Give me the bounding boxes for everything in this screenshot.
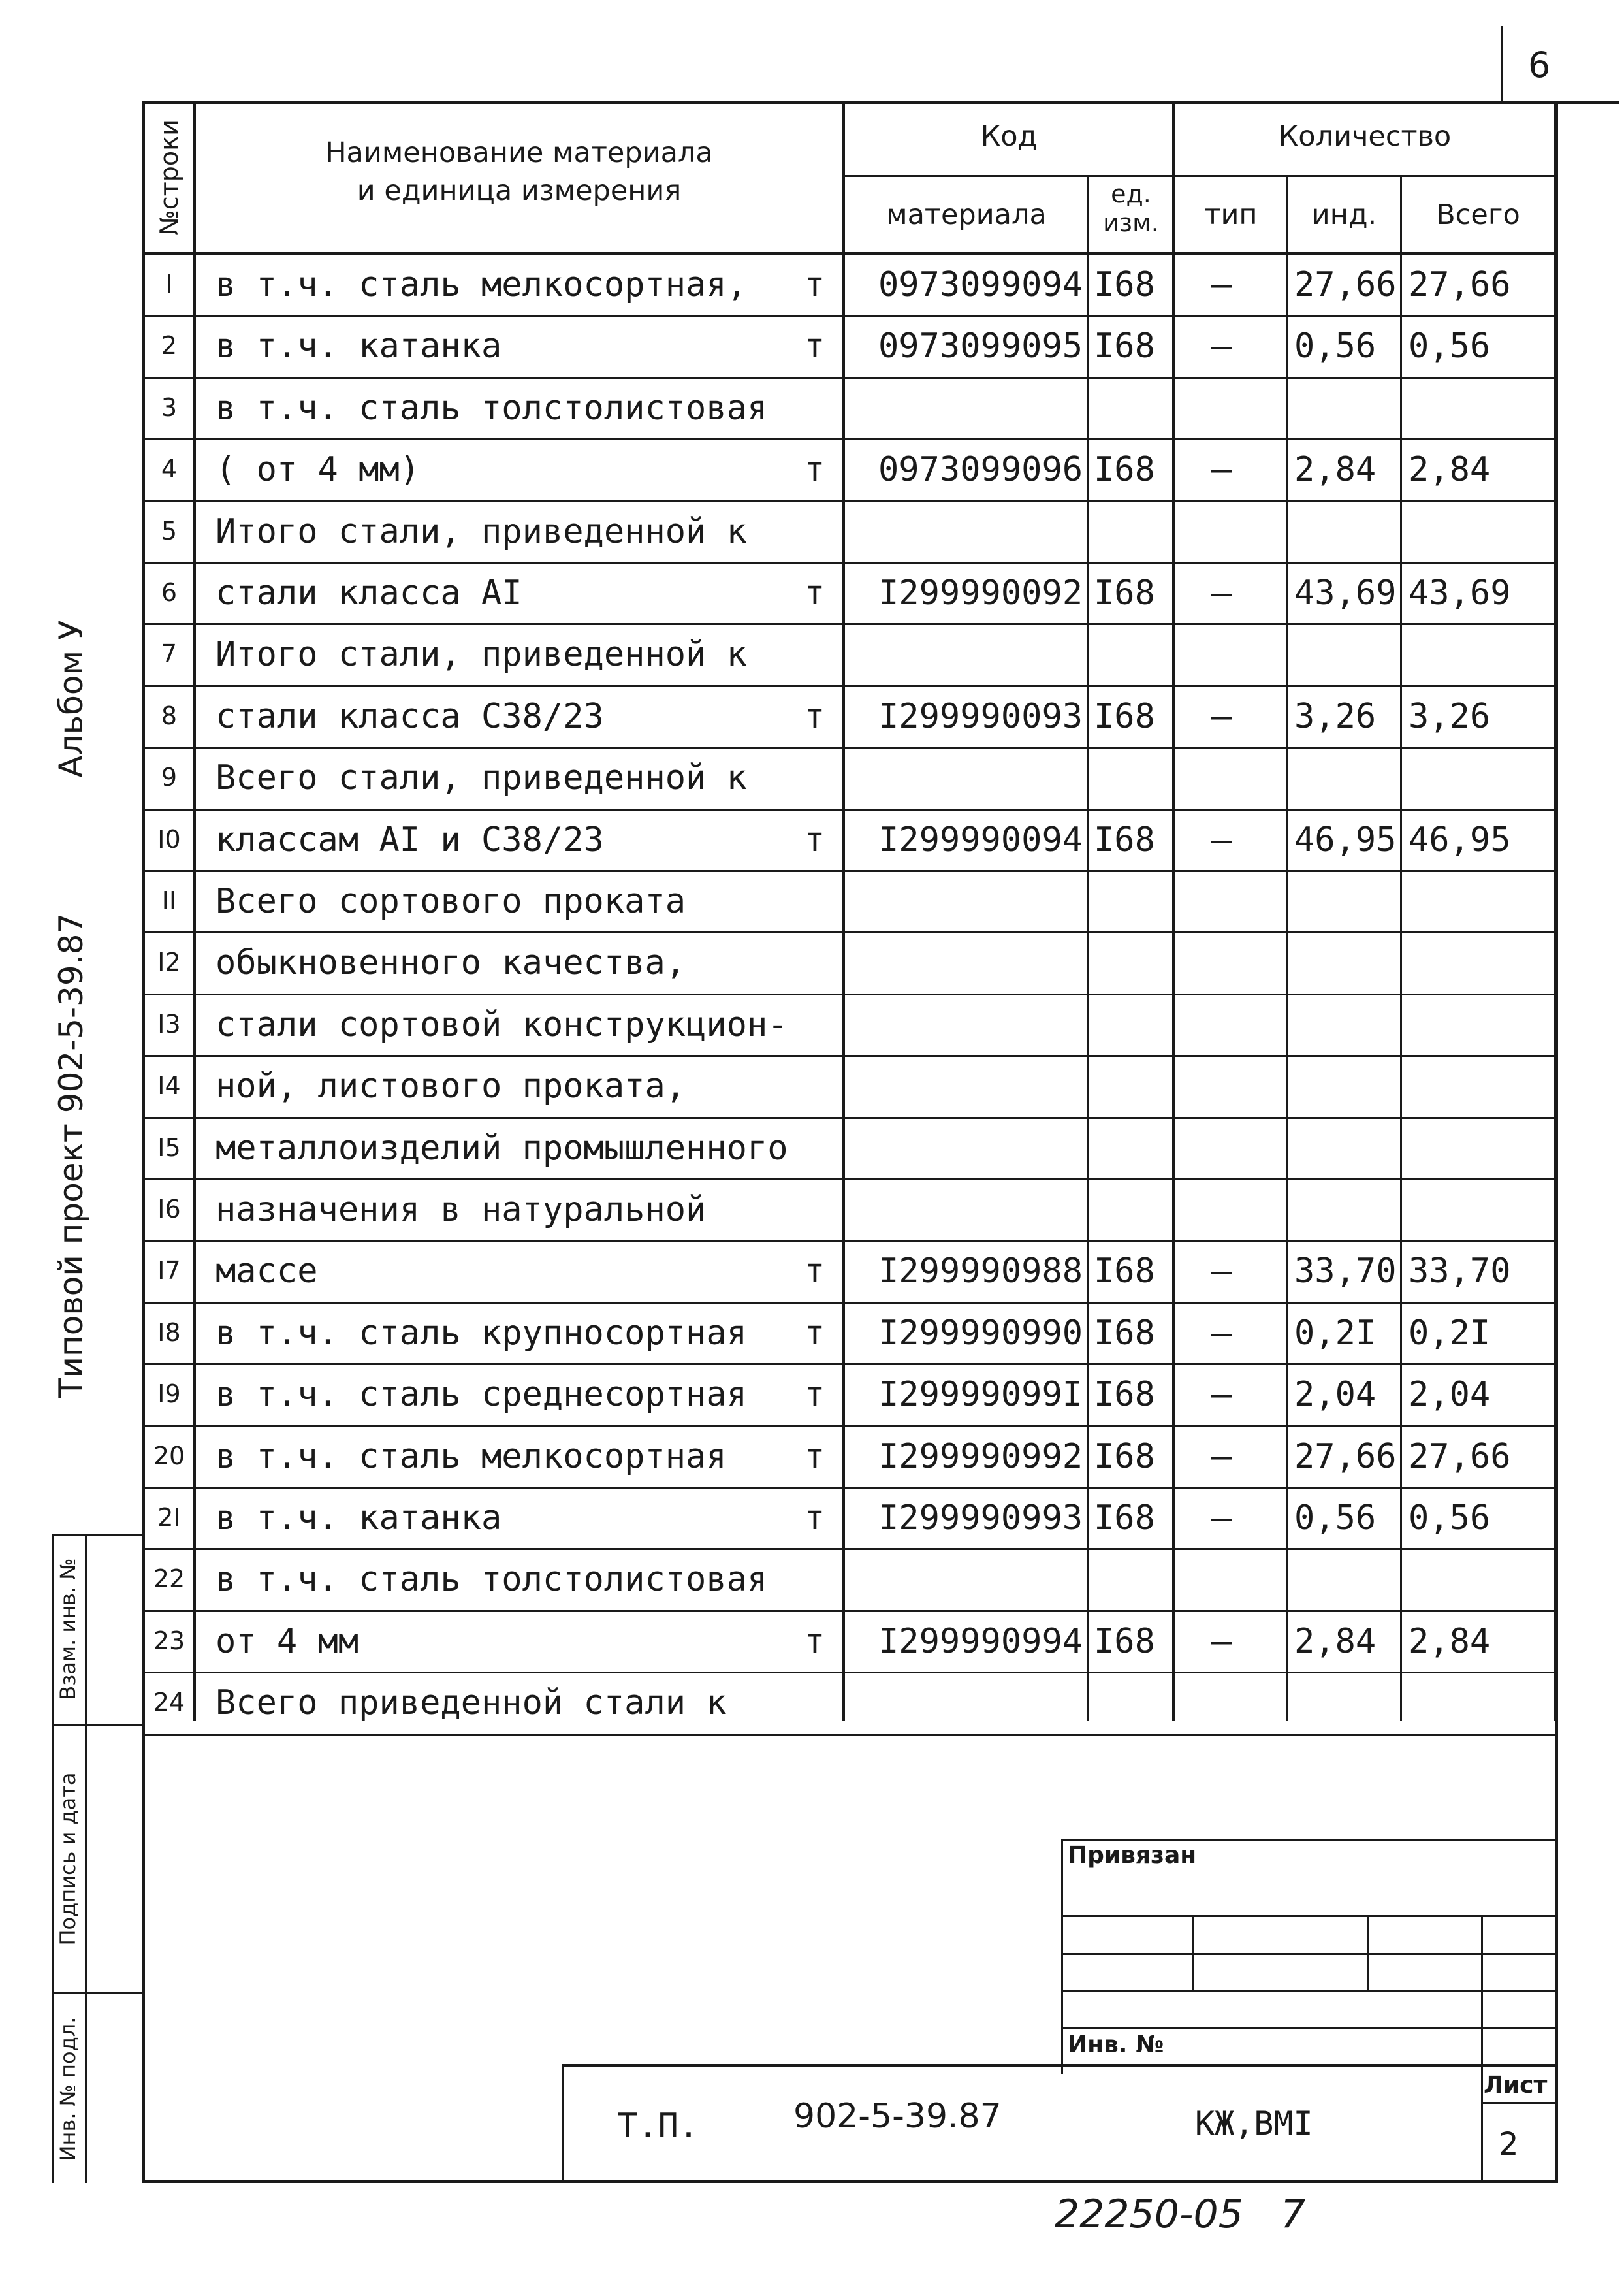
row-number: I9 (157, 1380, 181, 1408)
album-label: Альбом У (52, 620, 90, 778)
unit-code: I68 (1094, 1622, 1155, 1661)
material-name: Итого стали, приведенной к (215, 635, 747, 674)
qty-ind: 0,2I (1294, 1314, 1377, 1353)
qty-total: 0,56 (1409, 1498, 1491, 1538)
row-number: I0 (157, 825, 181, 854)
unit-label: т (804, 327, 825, 366)
unit-label: т (804, 1437, 825, 1476)
row-number: 23 (153, 1626, 185, 1655)
qty-total: 3,26 (1409, 697, 1491, 736)
qty-ind: 2,84 (1294, 450, 1377, 489)
header-qty-group: Количество (1278, 120, 1452, 153)
row-number: I7 (157, 1256, 181, 1285)
row-number: 24 (153, 1688, 185, 1717)
header-code-group: Код (980, 120, 1038, 153)
unit-label: т (804, 265, 825, 304)
unit-code: I68 (1094, 1437, 1155, 1476)
project-label: Типовой проект 902-5-39.87 (52, 913, 90, 1398)
page-number: 6 (1528, 44, 1551, 86)
unit-label: т (804, 1622, 825, 1661)
material-code: I299990094 (878, 820, 1083, 860)
material-name: от 4 мм (215, 1622, 359, 1661)
row-number: 6 (161, 578, 178, 607)
material-name: в т.ч. сталь мелкосортная, (215, 265, 747, 304)
unit-code: I68 (1094, 327, 1155, 366)
unit-label: т (804, 450, 825, 489)
material-code: I299990093 (878, 697, 1083, 736)
row-number: I3 (157, 1010, 181, 1039)
material-name: массе (215, 1252, 318, 1291)
qty-type: – (1211, 1252, 1232, 1291)
material-code: I299990994 (878, 1622, 1083, 1661)
row-number: 3 (161, 393, 178, 422)
header-qty-type: тип (1204, 199, 1258, 231)
qty-total: 0,2I (1409, 1314, 1491, 1353)
qty-total: 2,04 (1409, 1375, 1491, 1414)
archive-code: 22250-05 7 (1055, 2191, 1306, 2237)
title-tp: Т.П. (617, 2107, 699, 2146)
unit-label: т (804, 1498, 825, 1538)
material-code: 0973099094 (878, 265, 1083, 304)
row-number: I5 (157, 1133, 181, 1162)
qty-total: 33,70 (1409, 1252, 1511, 1291)
stamp-inv-original: Инв. № подл. (56, 2016, 80, 2161)
material-code: I299990992 (878, 1437, 1083, 1476)
qty-type: – (1211, 1437, 1232, 1476)
material-code: I299990993 (878, 1498, 1083, 1538)
material-name: Итого стали, приведенной к (215, 512, 747, 551)
material-name: Всего стали, приведенной к (215, 758, 747, 798)
material-code: I299990990 (878, 1314, 1083, 1353)
qty-type: – (1211, 450, 1232, 489)
qty-ind: 43,69 (1294, 574, 1397, 613)
qty-total: 0,56 (1409, 327, 1491, 366)
qty-ind: 2,04 (1294, 1375, 1377, 1414)
header-code-unit: ед. изм. (1103, 180, 1159, 237)
title-attached-label: Привязан (1068, 1842, 1197, 1869)
unit-code: I68 (1094, 697, 1155, 736)
qty-type: – (1211, 574, 1232, 613)
material-name: в т.ч. катанка (215, 327, 502, 366)
material-name: в т.ч. сталь толстолистовая (215, 1560, 768, 1599)
unit-code: I68 (1094, 574, 1155, 613)
qty-type: – (1211, 1498, 1232, 1538)
row-number: I4 (157, 1071, 181, 1100)
header-qty-ind: инд. (1311, 199, 1377, 231)
unit-label: т (804, 1314, 825, 1353)
qty-total: 27,66 (1409, 1437, 1511, 1476)
header-qty-total: Всего (1436, 199, 1520, 231)
qty-type: – (1211, 697, 1232, 736)
row-number: 8 (161, 702, 178, 730)
qty-type: – (1211, 1314, 1232, 1353)
unit-label: т (804, 820, 825, 860)
header-material-name: Наименование материала и единица измерения (325, 137, 713, 208)
row-number: I6 (157, 1195, 181, 1223)
row-number: 20 (153, 1442, 185, 1470)
qty-ind: 0,56 (1294, 327, 1377, 366)
material-name: в т.ч. катанка (215, 1498, 502, 1538)
row-number: I2 (157, 948, 181, 977)
unit-code: I68 (1094, 1314, 1155, 1353)
title-mark: КЖ,ВМI (1195, 2105, 1313, 2142)
material-name: ной, листового проката, (215, 1067, 686, 1106)
material-name: металлоизделий промышленного (215, 1129, 788, 1168)
material-name: в т.ч. сталь мелкосортная (215, 1437, 727, 1476)
material-code: I299990988 (878, 1252, 1083, 1291)
row-number: 2I (157, 1503, 181, 1532)
qty-type: – (1211, 327, 1232, 366)
material-code: 0973099095 (878, 327, 1083, 366)
row-number: I (165, 270, 173, 299)
material-name: в т.ч. сталь среднесортная (215, 1375, 747, 1414)
unit-code: I68 (1094, 265, 1155, 304)
qty-ind: 0,56 (1294, 1498, 1377, 1538)
qty-type: – (1211, 820, 1232, 860)
qty-ind: 3,26 (1294, 697, 1377, 736)
qty-ind: 33,70 (1294, 1252, 1397, 1291)
row-number: 5 (161, 517, 178, 545)
unit-code: I68 (1094, 1375, 1155, 1414)
qty-total: 46,95 (1409, 820, 1511, 860)
material-name: стали класса С38/23 (215, 697, 604, 736)
material-name: Всего приведенной стали к (215, 1683, 727, 1722)
row-number: 22 (153, 1564, 185, 1593)
row-number: 4 (161, 455, 178, 483)
qty-type: – (1211, 265, 1232, 304)
unit-code: I68 (1094, 450, 1155, 489)
qty-total: 43,69 (1409, 574, 1511, 613)
material-name: в т.ч. сталь толстолистовая (215, 389, 768, 428)
header-row-number: №строки (155, 120, 183, 236)
stamp-vzam-inv: Взам. инв. № (56, 1558, 80, 1700)
unit-code: I68 (1094, 820, 1155, 860)
qty-type: – (1211, 1622, 1232, 1661)
row-number: II (161, 886, 177, 915)
material-code: I299990092 (878, 574, 1083, 613)
title-sheet-number: 2 (1499, 2126, 1519, 2163)
row-number: I8 (157, 1318, 181, 1347)
material-code: I29999099I (878, 1375, 1083, 1414)
material-name: назначения в натуральной (215, 1190, 707, 1229)
material-name: ( от 4 мм) (215, 450, 421, 489)
material-name: классам AI и С38/23 (215, 820, 604, 860)
unit-label: т (804, 697, 825, 736)
qty-total: 27,66 (1409, 265, 1511, 304)
material-code: 0973099096 (878, 450, 1083, 489)
material-name: обыкновенного качества, (215, 943, 686, 982)
row-number: 7 (161, 639, 178, 668)
unit-label: т (804, 1252, 825, 1291)
material-name: стали класса AI (215, 574, 522, 613)
title-inv-label: Инв. № (1068, 2031, 1164, 2058)
qty-ind: 46,95 (1294, 820, 1397, 860)
row-number: 9 (161, 763, 178, 792)
material-name: стали сортовой конструкцион- (215, 1005, 788, 1044)
row-number: 2 (161, 331, 178, 360)
material-name: Всего сортового проката (215, 882, 686, 921)
qty-ind: 27,66 (1294, 1437, 1397, 1476)
stamp-signature-date: Подпись и дата (56, 1772, 80, 1946)
title-sheet-label: Лист (1484, 2072, 1548, 2099)
qty-ind: 2,84 (1294, 1622, 1377, 1661)
unit-code: I68 (1094, 1498, 1155, 1538)
title-project-number: 902-5-39.87 (793, 2097, 1002, 2136)
qty-ind: 27,66 (1294, 265, 1397, 304)
qty-total: 2,84 (1409, 450, 1491, 489)
material-name: в т.ч. сталь крупносортная (215, 1314, 747, 1353)
qty-total: 2,84 (1409, 1622, 1491, 1661)
unit-label: т (804, 574, 825, 613)
unit-label: т (804, 1375, 825, 1414)
header-code-material: материала (886, 199, 1047, 231)
qty-type: – (1211, 1375, 1232, 1414)
unit-code: I68 (1094, 1252, 1155, 1291)
